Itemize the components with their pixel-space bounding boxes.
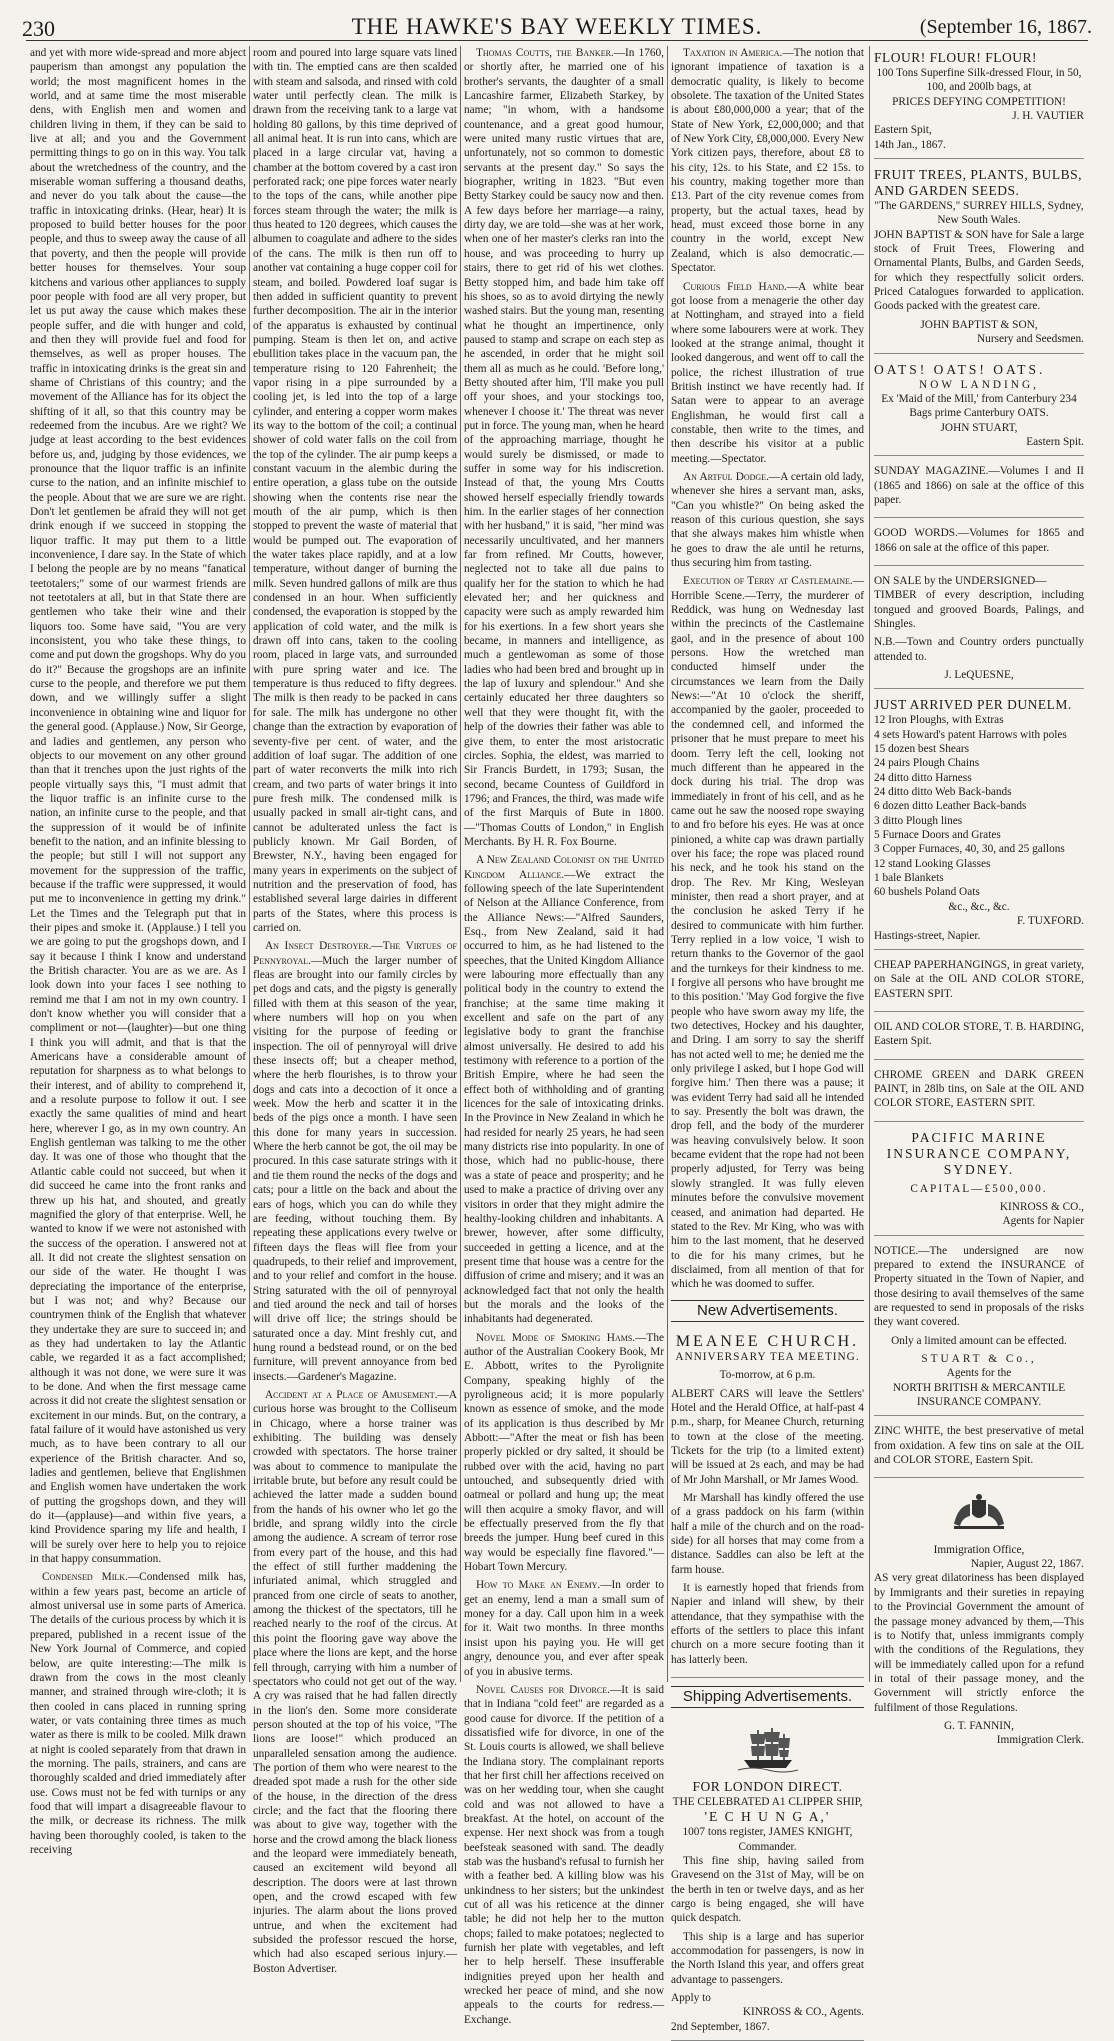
ad-echunga-clipper (671, 1716, 864, 2041)
list-item: 24 pairs Plough Chains (874, 757, 980, 770)
article-nz-colonist (464, 853, 664, 1326)
column-1 (30, 46, 246, 1856)
ad-name: JOHN STUART, (940, 421, 1018, 434)
ad-title: JUST ARRIVED PER DUNELM. (874, 697, 1072, 713)
article-body: —In 1760, or shortly after, he married one of his brother's servants, the daughter of a small Lancashire farmer, Elizabeth Starkey, by name; "in whom, with a handsome countenance, and a great good humour, were united many rustic virtues that are, unfortunately, not so common to domestic servants at the present day." So says the biographer, writing in 1823. "But even Betty Starkey could be saucy now and then. A few days before her marriage—a rainy, dirty day, we are told—she was at her work, when one of her master's clerks ran into the house, and was proceeding to hurry up stairs, there to get rid of his wet clothes. Betty stopped him, and bade him take off his shoes, so as to avoid dirtying the newly washed stairs. But the young man, resenting what he thought an impertinence, only paused to stamp and scrape on each step as he ascended, in order that he might soil them all as much as he could. 'Before long,' Betty shouted after him, 'I'll make you pull off your shoes, and your stockings too, whenever I choose it.' The threat was never put in force. The young man, when he heard of the approaching marriage, thought he would surely be dismissed, or made to suffer in some way for his indiscretion. Instead of that, the young Mrs Coutts showed herself especially friendly towards him. In the earlier stages of her connection with her husband," it is said, "her mind was necessarily uncultivated, and her manners far from refined. Mr Coutts, however, neglected not to take all due pains to qualify her for the station to which he had elevated her; and her quickness and capacity were such as amply rewarded him for his exertions. In a few short years she became, in manners and intelligence, as much a gentlewoman as some of those ladies who had been bred and brought up in the lap of luxury and splendour." And she certainly educated her three daughters so well that they were thought fit, with the help of the dowries their father was able to give them, to enter the most aristocratic circles. Sophia, the eldest, was married to Sir Francis Burdett, in 1793; Susan, the second, became Countess of Guildford in 1796; and Frances, the third, was made wife of the first Marquis of Bute in 1800.—"Thomas Coutts of London," in English Merchants. By H. R. Fox Bourne. (464, 47, 664, 848)
ad-subtitle: "The GARDENS," SURREY HILLS, Sydney, New South Wales. (874, 200, 1084, 227)
ad-body: 100 Tons Superfine Silk-dressed Flour, in 50, 100, and 200lb bags, at (876, 67, 1082, 94)
masthead: THE HAWKE'S BAY WEEKLY TIMES. (351, 14, 763, 39)
column-rule (667, 46, 668, 1682)
ad-dunelm (874, 693, 1084, 950)
ad-good-words (874, 522, 1084, 566)
ad-name: STUART & Co., (921, 1353, 1037, 1366)
ad-note: N.B.—Town and Country orders punctually attended to. (874, 636, 1084, 663)
page-number: 230 (22, 16, 55, 41)
ad-body: CHROME GREEN and DARK GREEN PAINT, in 28lb tins, on Sale at the OIL AND COLOR STORE, EASTERN SPIT. (874, 1068, 1084, 1110)
ad-title: MEANEE CHURCH. (675, 1332, 860, 1350)
list-item: 1 bale Blankets (874, 872, 944, 885)
ad-title: FOR LONDON DIRECT. (692, 1778, 843, 1794)
ad-timber (874, 570, 1084, 689)
ad-body: CHEAP PAPERHANGINGS, in great variety, on Sale at the OIL AND COLOR STORE, EASTERN SPIT. (874, 958, 1084, 1000)
article-title: Curious Field Hand. (683, 280, 787, 293)
ad-body: SUNDAY MAGAZINE.—Volumes I and II (1865 and 1866) on sale at the office of this paper. (874, 465, 1084, 506)
article-body: —The notion that ignorant impatience of taxation is a democratic quality, is likely to become obsolete. The taxation of the United States is about £80,000,000 a year; that of the State of New York, £2,000,000; and that of New York City, £8,000,000. Every New York citizen pays, therefore, about £8 to his city, 12s. to his State, and £2 15s. to his country, making together more than £13. Part of the city revenue comes from property, but the actual taxes, head by head, must exceed those borne in any country in the world, except New Zealand, which is also democratic.—Spectator. (671, 47, 864, 275)
column-rule (869, 46, 870, 1682)
article-title: An Artful Dodge. (683, 470, 769, 483)
article-title: Accident at a Place of Amusement. (265, 1388, 438, 1401)
ad-clerk: Immigration Clerk. (996, 1734, 1084, 1747)
ad-location: Eastern Spit. (1026, 435, 1084, 448)
ad-location: Eastern Spit, (874, 124, 932, 137)
ad-agent: KINROSS & CO., Agents. (742, 2006, 864, 2019)
article-condensed-milk (30, 1570, 246, 1857)
ad-name: J. H. VAUTIER (1012, 110, 1084, 123)
ad-paperhangings (874, 954, 1084, 1012)
article-artful-dodge (671, 470, 864, 570)
ad-apply: Apply to (671, 1991, 711, 2004)
ad-name: KINROSS & CO., (999, 1200, 1084, 1213)
item-list (874, 713, 1084, 914)
ad-office: Immigration Office, (933, 1543, 1025, 1556)
article-body: —A certain old lady, whenever she hires a servant man, asks, "Can you whistle?" On being asked the reason of this curious question, she says that she always makes him whistle when he goes to draw the ale until he returns, thus securing him from tasting. (671, 470, 864, 570)
ad-chrome-green (874, 1064, 1084, 1122)
ad-trade: Nursery and Seedsmen. (977, 333, 1084, 346)
column-3 (464, 46, 664, 2026)
list-item: 6 dozen ditto Leather Back-bands (874, 800, 1027, 813)
list-item: 60 bushels Poland Oats (874, 886, 980, 899)
article-title: An Insect Destroyer.—The Virtues of Pennyroyal. (253, 940, 457, 967)
header-rule (26, 40, 1088, 41)
article-make-enemy (464, 1578, 664, 1678)
article-taxation (671, 46, 864, 276)
article-body: —We extract the following speech of the late Superintendent of Nelson at the Alliance Conference, from the Alliance News:—"Alfred Saunders, Esq., from New Zealand, said it had occurred to him, as he had listened to the speeches, that the United Kingdom Alliance were labouring more effectually than any political body in the country to extend the franchise; at the same time making it excellent and safe on the part of any legislative body to grant the franchise almost universally. He desired to add his testimony with reference to a portion of the British Empire, where he had seen the effect both of withholding and of granting licences for the sale of intoxicating drinks. In the Province in New Zealand in which he had resided for nearly 25 years, he had seen many districts rise into popularity. In one of those, which had no public-house, there was a state of peace and prosperity; and he used to make a practice of driving over any visitors in order that they might admire the healthy-looking children and inhabitants. A brewer, however, after some difficulty, succeeded in getting a licence, and at the present time that house was a centre for the diffusion of crime and misery; and it was an acknowledged fact that not only the health but the morals and the looks of the inhabitants had degenerated. (464, 868, 664, 1326)
ad-prices: PRICES DEFYING COMPETITION! (892, 95, 1066, 108)
list-item: 3 Copper Furnaces, 40, 30, and 25 gallons (874, 843, 1065, 856)
ad-note: Only a limited amount can be effected. (891, 1334, 1067, 1347)
article-title: A New Zealand Colonist on the United Kingdom Alliance. (464, 854, 664, 881)
ad-oats (874, 358, 1084, 457)
article-insect-destroyer (253, 939, 457, 1384)
article-coutts (464, 46, 664, 849)
list-item: 15 dozen best Shears (874, 743, 970, 756)
article-title: Novel Mode of Smoking Hams. (476, 1331, 636, 1344)
ad-zinc-white (874, 1420, 1084, 1478)
list-item: 5 Furnace Doors and Grates (874, 829, 1001, 842)
column-5 (874, 46, 1084, 1747)
ad-title: OATS! OATS! OATS. (874, 361, 1046, 377)
column-rule (249, 46, 250, 1682)
article-title: Novel Causes for Divorce. (476, 1683, 610, 1696)
ad-body: This fine ship, having sailed from Gravesend on the 31st of May, will be on the berth in ten or twelve days, and as her cargo is being engaged, she will have quick despatch. (671, 1854, 864, 1925)
ad-fruit-trees (874, 163, 1084, 353)
ad-title: ON SALE by the UNDERSIGNED— (874, 574, 1047, 587)
article-divorce (464, 1683, 664, 2027)
article-body: —In order to get an enemy, lend a man a small sum of money for a day. Call upon him in a week for it. Wait two months. In three months insist upon his paying you. He will get angry, denounce you, and ever after speak of you in abusive terms. (464, 1579, 664, 1678)
ship-register: 1007 tons register, JAMES KNIGHT, Commander. (682, 1826, 853, 1853)
shipping-advertisements-heading: Shipping Advertisements. (671, 1686, 864, 1708)
article-body: —The author of the Australian Cookery Book, Mr E. Abbott, writes to the Pyrolignite Company, speaking highly of the pyroligneous acid; it is more popularly known as essence of smoke, and the mode of its application is thus described by Mr Abbott:—"After the meat or fish has been properly pickled or dry salted, it should be rubbed over with the acid, having no part untouched, and subsequently dried with oatmeal or pollard and hung up; the meat will then acquire a smoky flavor, and will be effectually preserved from the fly that breeds the jumper. Hung beef cured in this way would be especially fine flavored."—Hobart Town Mercury. (464, 1331, 664, 1574)
ad-body: Ex 'Maid of the Mill,' from Canterbury 234 Bags prime Canterbury OATS. (881, 392, 1077, 420)
ad-title: FRUIT TREES, PLANTS, BULBS, AND GARDEN SEEDS. (874, 167, 1083, 199)
list-item: &c., &c., &c. (948, 900, 1010, 913)
ad-company: NORTH BRITISH & MERCANTILE INSURANCE COMPANY. (892, 1381, 1066, 1409)
ad-body: This ship is a large and has superior accommodation for passengers, is now in the North Island this year, and offers great advantage to passengers. (671, 1930, 864, 1986)
ad-body: AS very great dilatoriness has been displayed by Immigrants and their sureties in repaying to the Provincial Government the amount of the passage money advanced by them,—This is to Notify that, unless immigrants comply with the conditions of the Regulations, they will be immediately called upon for a refund in total of their passage money, and the Government will strictly enforce the fulfilment of those Regulations. (874, 1572, 1084, 1714)
article-terry-execution (671, 574, 864, 1291)
article-title: Execution of Terry at Castlemaine. (683, 575, 853, 588)
list-item: 24 ditto ditto Web Back-bands (874, 786, 1012, 799)
ad-flour (874, 46, 1084, 159)
ship-name: 'E C H U N G A,' (704, 1809, 831, 1825)
ad-body: ALBERT CARS will leave the Settlers' Hotel and the Herald Office, at half-past 4 p.m., sharp, for Meanee Church, returning to town at the close of the meeting. Tickets for the trip (to a limited extent) will be issued at 2s each, and may be had of Mr John Marshall, or Mr James Wood. (671, 1387, 864, 1486)
ad-date: 2nd September, 1867. (671, 2020, 770, 2033)
article-field-hand (671, 280, 864, 466)
list-item: 4 sets Howard's patent Harrows with poles (874, 728, 1067, 741)
ad-name: JOHN BAPTIST & SON, (920, 318, 1038, 331)
ad-body: ZINC WHITE, the best preservative of metal from oxidation. A few tins on sale at the OIL and COLOR STORE, Eastern Spit. (874, 1425, 1084, 1467)
article-title: Taxation in America. (683, 47, 783, 59)
article-milk-continued: room and poured into large square vats lined with tin. The emptied cans are then scalded with steam and salsoda, and rinsed with cold water until perfectly clean. The milk is drawn from the receiving tank to a large vat holding 80 gallons, by this time deprived of all animal heat. It is run into cans, which are placed in a large circular vat, having a chamber at the bottom covered by a cast iron perforated rack; one pipe forces water nearly to the tops of the cans, while another pipe forces steam through the water; the milk is thus heated to 120 degrees, which causes the albumen to coagulate and adhere to the sides of the cans. The milk is then run off to another vat containing a huge copper coil for steam, and boiled. Powdered loaf sugar is then added in sufficient quantity to prevent further decomposition. The air in the interior of the apparatus is exhausted by continual pumping. Steam is then let on, and active ebullition takes place in the vacuum pan, the temperature rising to 120 Fahrenheit; the vapor rising in a pipe surrounded by a cooling jet, is led into the top of a large cylinder, and entering a copper worm makes its way to the bottom of the coil; a continual shower of cold water falls on the coil from the top of the cylinder. The air pump keeps a constant vacuum in the alembic during the entire operation, a glass tube on the outside showing when the contents rise near the mouth of the air pump, which is then stopped to prevent the waste of material that would be pumped out. The evaporation of the water takes place rapidly, and at a low temperature, without danger of burning the milk. Seven hundred gallons of milk are thus condensed in an hour. When sufficiently condensed, the evaporation is stopped by the application of cold water, and the milk is drawn off into cans, taken to the cooling room, placed in large vats, and surrounded with pure spring water and ice. The temperature is thus reduced to fifty degrees. The milk is then ready to be packed in cans for sale. The milk has undergone no other change than the extraction by evaporation of seventy-five per cent. of water, and the addition of loaf sugar. The addition of one part of water reconverts the milk into rich cream, and two parts of water brings it into pure fresh milk. The condensed milk is usually packed in small air-tight cans, and cannot be adulterated unless the fact is publicly known. Mr Gail Borden, of Brewster, N.Y., having been engaged for many years in experiments on the subject of nutrition and the preservation of food, has established several large dairies in different parts of the States, where this process is carried on. (253, 47, 457, 934)
page-header (0, 14, 1114, 48)
column-4 (671, 46, 864, 2033)
ad-agents: Agents for Napier (1002, 1215, 1084, 1228)
ad-time: To-morrow, at 6 p.m. (719, 1369, 816, 1382)
article-body: —Much the larger number of fleas are brought into our family circles by pet dogs and cats, and the pigsty is generally filled with them at this season of the year, where numbers will hop on you when visiting for the purpose of feeding or inspection. The oil of pennyroyal will drive these insects off; but a cheaper method, where the herb flourishes, is to throw your dogs and cats into a decoction of it once a week. Mow the herb and scatter it in the beds of the pigs once a month. I have seen this done for many years in succession. Where the herb cannot be got, the oil may be procured. In this case saturate strings with it and tie them round the necks of the dogs and cats; pour a little on the back and about the ears of hogs, which you can do while they are feeding, without touching them. By repeating these applications every twelve or fifteen days the fleas will flee from your quadrupeds, to their relief and improvement, and to your relief and comfort in the house. String saturated with the oil of pennyroyal and tied around the neck and tail of horses will drive off lice; the strings should be saturated once a day. Mint freshly cut, and hung round a bedstead round, or on the bed furniture, will prevent annoyance from bed insects.—Gardener's Magazine. (253, 954, 457, 1383)
ad-subtitle: ANNIVERSARY TEA MEETING. (675, 1350, 860, 1363)
article-body: —A curious horse was brought to the Colliseum in Chicago, where a horse trainer was exhibiting. The building was densely crowded with spectators. The horse trainer was about to commence to manipulate the irritable brute, but before any result could be achieved the latter made a sudden bound from the hands of his owner who let go the bridle, and sprang wildly into the circle among the audience. A scream of terror rose from every part of the house, and this had the effect of still further maddening the infuriated animal, which struggled and pranced from one circle of seats to another, among the thickest of the spectators, till he reached nearly to the roof of the circus. At this point the flooring gave way above the place where the lions are kept, and the horse fell through, carrying with him a number of spectators who could not get out of the way. A cry was raised that he had fallen directly in the lion's den. Some more considerate person shouted at the top of his voice, "The lions are loose!" which produced an unparalleled sensation among the audience. The portion of them who were nearest to the dreaded spot made a rush for the other side of the house, in the direction of the dress circle; and the fact that the flooring there was about to give way, together with the horse and the crowd among the black lioness and the leopard were immediately beneath, caused an excitement wild beyond all description. The doors were at last thrown open, and the crowd escaped with few injuries. The alarm about the lions proved untrue, and when the excitement had subsided the professor rescued the horse, which had also escaped serious injury.—Boston Advertiser. (253, 1388, 457, 1975)
article-body: —A white bear got loose from a menagerie the other day at Nottingham, and strayed into a field where some labourers were at work. They looked at the strange animal, thought it looked dangerous, and went off to call the police, the richest illustration of true British instinct we have recently had. If Satan were to appear to an average Englishman, he would first call a constable, then write to the times, and then describe his visitor at a public meeting.—Spectator. (671, 280, 864, 465)
ad-title: FLOUR! FLOUR! FLOUR! (874, 50, 1038, 65)
list-item: 12 Iron Ploughs, with Extras (874, 714, 1004, 727)
ad-body: GOOD WORDS.—Volumes for 1865 and 1866 on sale at the office of this paper. (874, 527, 1084, 554)
article-body: —Condensed milk has, within a few years past, become an article of almost universal use in some parts of America. The details of the curious process by which it is prepared, published in a recent issue of the New York Journal of Commerce, and copied below, are quite interesting:—The milk is drawn from the cows in the most cleanly manner, and strained through wire-cloth; it is then cooled in cans placed in running spring water, or vats containing three times as much water as there is milk to be cooled. Milk drawn at night is cooled separately from that drawn in the morning. The pails, strainers, and cans are thoroughly scalded and dried immediately after use. Cows must not be fed with turnips or any food that will impart a disagreeable flavour to the milk, or decrease its richness. The milk having been thoroughly cooled, is taken to the receiving (30, 1571, 246, 1856)
ad-capital: CAPITAL—£500,000. (910, 1182, 1048, 1195)
list-item: 3 ditto Plough lines (874, 814, 963, 827)
article-accident (253, 1388, 457, 1976)
issue-date: (September 16, 1867. (919, 16, 1092, 38)
ad-pacific-marine (874, 1126, 1084, 1236)
ad-body: JOHN BAPTIST & SON have for Sale a large stock of Fruit Trees, Flowering and Ornamental Plants, Bulbs, and Garden Seeds, for which they respectfully solicit orders. Priced Catalogues forwarded to application. Goods packed with the greatest care. (874, 228, 1084, 313)
ad-subtitle: THE CELEBRATED A1 CLIPPER SHIP, (672, 1795, 863, 1808)
article-title: How to Make an Enemy. (476, 1579, 601, 1592)
article-smoking-hams (464, 1331, 664, 1575)
coat-of-arms-icon (874, 1492, 1084, 1536)
ad-agents: Agents for the (946, 1367, 1012, 1380)
ad-sunday-magazine (874, 460, 1084, 518)
ad-insurance-notice (874, 1240, 1084, 1417)
ad-title: PACIFIC MARINE INSURANCE COMPANY, SYDNEY. (886, 1129, 1072, 1177)
ad-name: J. LeQUESNE, (944, 669, 1014, 681)
article-body: —Horrible Scene.—Terry, the murderer of Reddick, was hung on Wednesday last within the precincts of the Castlemaine gaol, and in the presence of about 100 persons. How the wretched man conducted himself under the circumstances we learn from the Daily News:—"At 10 o'clock the sheriff, accompanied by the gaoler, proceeded to the condemned cell, and informed the prisoner that he must prepare to meet his doom. Terry left the cell, looking not much different than he appeared in the dock during his trial. The drop was immediately in front of his cell, and as he came out he saw the noosed rope swaying to and fro before his eyes. He was at once pinioned, a white cap was drawn partially over his face; the rope was placed round his neck, and he took his stand on the drop. The Rev. Mr King, Wesleyan minister, then read a short prayer, and at the conclusion he asked Terry if he desired to communicate with him further. Terry replied in a low voice, 'I wish to return thanks to the Governor of the gaol and the turnkeys for their kindness to me. I forgive all persons who have brought me to this position.' 'May God forgive the five people who have sworn away my life, the two detectives, Hockey and his daughter, and Dring. I am sorry to say the sheriff has not acted well to me; he denied me the only privilege I asked, but I hope God will forgive him.' Then there was a pause; it was evident Terry had said all he intended to say. Presently the bolt was drawn, the drop fell, and the body of the murderer was heaving convulsively below. It soon became evident that the rope had not been properly adjusted, for Terry was being slowly strangled. It was fully eleven minutes before the convulsive movement ceased, and animation had departed. He stated to the Rev. Mr King, who was with him to the last moment, that he deserved to die for his many crimes, but he disclaimed, from all mention of that for which he was doomed to suffer. (671, 575, 864, 1291)
ad-name: G. T. FANNIN, (944, 1719, 1014, 1732)
article-title: Thomas Coutts, the Banker. (476, 47, 614, 59)
ad-oil-color-store (874, 1016, 1084, 1060)
ad-location: Hastings-street, Napier. (874, 929, 981, 942)
list-item: 24 ditto ditto Harness (874, 771, 972, 784)
column-rule (460, 46, 461, 1682)
ad-meanee-church (671, 1330, 864, 1678)
ship-icon (671, 1726, 864, 1776)
ad-name: F. TUXFORD. (1017, 915, 1084, 928)
ad-body: NOTICE.—The undersigned are now prepared to extend the INSURANCE of Property situated in the Town of Napier, and those desiring to avail themselves of the same are requested to send in proposals of the risks they want covered. (874, 1244, 1084, 1329)
article-title: Condensed Milk. (42, 1571, 128, 1584)
ad-body: It is earnestly hoped that friends from Napier and inland will shew, by their attendance, that they sympathise with the efforts of the settlers to place this infant church on a more secure footing than it has latterly been. (671, 1582, 864, 1666)
ad-date: Napier, August 22, 1867. (970, 1558, 1084, 1571)
ad-date: 14th Jan., 1867. (874, 138, 946, 151)
ad-body: Mr Marshall has kindly offered the use of a grass paddock on his farm (within half a mile of the church and on the road-side) for all horses that may come from a distance. Saddles can also be left at the farm house. (671, 1492, 864, 1576)
article-temperance-speech: and yet with more wide-spread and more abject pauperism than amongst any population the world; the most magnificent homes in the world, and at same time the most miserable dens, with English men and women and children living in them, if they can be said to live at all; and you and the Government permitting things to go on in this way. You talk about the wretchedness of the country, and the miserable woman suffering a thousand deaths, and never do you talk about the cause—the traffic in intoxicating drinks. (Hear, hear) It is proposed to build better houses for the poor people, and thus to sweep away the cause of all that poverty, and then the people will provide better houses for themselves. Your soup kitchens and various other appliances to supply poor people with food are all very proper, but let us put away the cause which makes these people suffer, and die with hunger and cold, and then they will provide fuel and food for themselves, as well as proper houses. The traffic in intoxicating drinks is the great sin and shame of Christians of this country; and the movement of the Alliance has for its object the shifting of it all, so that this country may be redeemed from the incubus. Are we right? We judge at least according to the best evidences before us, and, judging by those evidences, we pronounce that the liquor traffic is an infinite curse to the nation, and an infinite mischief to the people. About that we are sure we are right. Don't let gentlemen be afraid they will not get drink enough if we succeed in stopping the liquor traffic. It may put them to a little inconvenience, I dare say. In the State of which I belong the people are by no means "fanatical teetotalers;" some of our warmest friends are not teetotalers at all, but in that State there are gentlemen who take their wine and their liquors too. Some have said, "You are very inconsistent, you who take these things, to come and put down the grogshops. Why do you do it?" Because the grogshops are an infinite curse to the people, and therefore we put them down, and we willingly suffer a slight inconvenience in obtaining wine and liquor for the general good. (Applause.) Now, Sir George, and ladies and gentlemen, any person who objects to our movement on any other ground than that it trenches upon the just rights of the people virtually says this, "I must admit that the liquor traffic is an infinite curse to the nation, an infinite curse to the people, and that the suppression of it would be of infinite benefit to the nation, and an infinite blessing to the people; but still I will not support any movement for the suppression of the traffic, because if the traffic were suppressed, it would put me to inconvenience in getting my drink." Let the Times and the Telegraph put that in their pipes and smoke it. (Applause.) I tell you we are going to put the grogshops down, and I say it because I think I know and understand the British character. You are as we are. As I look down into your faces I see nothing to remind me that I am not in my own country. I don't know whether you will consider that a compliment or not—(laughter)—but one thing I think you will admit, and that is that the Americans have a considerable amount of reputation for sharpness as to what belongs to their interest, and of ability to comprehend it, and a resolute purpose to follow it out. I see exactly the same qualities of mind and heart here, wherever I go, as in my own country. An English gentleman was talking to me the other day. It was one of those who thought that the Atlantic cable could not succeed, but when it did succeed he came into the front ranks and threw up his hat, and shouted, and greatly magnified the glory of that enterprise. Well, he wanted to know if we were not astonished with the success of the operation. I answered not at all. It did not create the slightest sensation on our side of the water. He thought I was depreciating the importance of the enterprise, but I was not; and why? Because our countrymen think of the English that whatever they undertake they are sure to succeed in; and as they had undertaken to lay the Atlantic cable, we regarded it as a fact accomplished; although it was not done, we were sure it was to be done. And when the first message came across it did not create the slightest sensation or excitement in our minds. But, on the contrary, a fatal failure of it would have astonished us very much, as to have been contrary to all our experience of the British character. And so, ladies and gentlemen, believe that Englishmen and English women have undertaken the work of putting the grogshops down, and they will do it—(applause)—and within five years, a kind Providence sparing my life and health, I will be surely over here to help you to rejoice in that happy consummation. (30, 47, 246, 1566)
article-body: —It is said that in Indiana "cold feet" are regarded as a good cause for divorce. If the petition of a dissatisfied wife for divorce, in one of the St. Louis courts is allowed, we shall believe the Indiana story. The complainant reports that her first chill her affections received on was on her wedding tour, when she caught cold and was not allowed to have a breakfast. At the hotel, on account of the expense. Her next shock was from a tough beefsteak seasoned with sand. The deadly stab was the husband's refusal to furnish her with a feather bed. A killing blow was his unkindness to her sisters; but the unkindest cut of all was his reticence at the dinner table; he did not help her to the mutton chops; failed to make potatoes; neglected to furnish her plate with vegetables, and left her to help herself. These insufferable indignities preyed upon her health and wrecked her peace of mind, and she now appeals to the courts for redress.—Exchange. (464, 1683, 664, 2026)
ad-subtitle: NOW LANDING, (919, 378, 1039, 391)
ad-immigration (874, 1482, 1084, 1753)
column-2 (253, 46, 457, 1975)
new-advertisements-heading: New Advertisements. (671, 1300, 864, 1322)
list-item: 12 stand Looking Glasses (874, 857, 991, 870)
ad-body: OIL AND COLOR STORE, T. B. HARDING, Eastern Spit. (874, 1020, 1084, 1048)
ad-body: TIMBER of every description, including tongued and grooved Boards, Palings, and Shingles. (874, 589, 1084, 630)
